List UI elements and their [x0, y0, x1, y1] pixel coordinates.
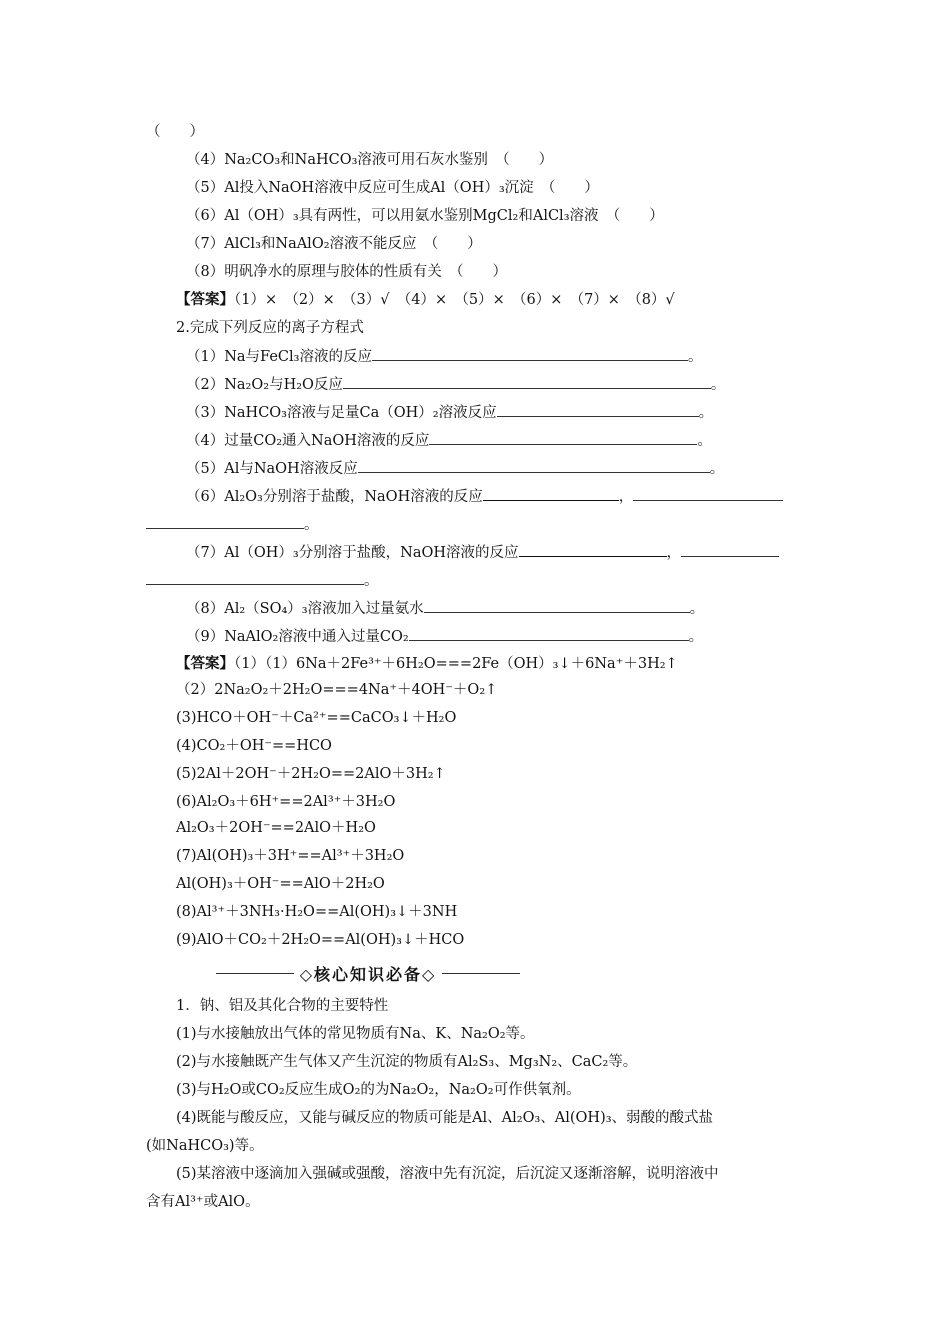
answer-label: 【答案】: [176, 292, 234, 308]
period: 。: [697, 433, 712, 449]
q2-item-8-text: （8）Al₂（SO₄）₃溶液加入过量氨水: [186, 601, 424, 617]
q2-answer-7: (7)Al(OH)₃＋3H⁺==Al³⁺＋3H₂O: [176, 848, 405, 864]
knowledge-point-5: (5)某溶液中逐滴加入强碱或强酸，溶液中先有沉淀，后沉淀又逐渐溶解，说明溶液中: [176, 1166, 719, 1182]
q2-item-2-text: （2）Na₂O₂与H₂O反应: [186, 377, 343, 393]
q2-answer-7b: Al(OH)₃＋OH⁻==AlO＋2H₂O: [176, 876, 385, 892]
knowledge-heading-1: 1．钠、铝及其化合物的主要特性: [176, 998, 389, 1014]
q2-answer-9: (9)AlO＋CO₂＋2H₂O==Al(OH)₃↓＋HCO: [176, 932, 465, 948]
heading-rule-right: [442, 973, 520, 974]
q1-continued-paren: （ ）: [146, 124, 204, 140]
answer-blank[interactable]: [633, 486, 783, 501]
q2-answer-3: (3)HCO＋OH⁻＋Ca²⁺==CaCO₃↓＋H₂O: [176, 710, 457, 726]
q2-item-3: [186, 402, 713, 423]
q2-item-5-text: （5）Al与NaOH溶液反应: [186, 461, 358, 477]
q2-item-3-text: （3）NaHCO₃溶液与足量Ca（OH）₂溶液反应: [186, 405, 497, 421]
q2-item-6-cont: [146, 514, 319, 535]
answer-blank[interactable]: [372, 346, 688, 361]
answer-blank[interactable]: [424, 598, 690, 613]
section-heading: [216, 962, 520, 984]
q1-item-7: （7）AlCl₃和NaAlO₂溶液不能反应 （ ）: [186, 236, 482, 252]
q2-item-2: [186, 374, 725, 395]
answer-label: 【答案】: [176, 656, 234, 672]
q2-item-1: [186, 346, 702, 367]
q1-item-6: （6）Al（OH）₃具有两性，可以用氨水鉴别MgCl₂和AlCl₃溶液 （ ）: [186, 208, 664, 224]
q2-answer-1: [176, 654, 678, 674]
section-title: ◇核心知识必备◇: [299, 964, 437, 984]
q2-answer-5: (5)2Al＋2OH⁻＋2H₂O==2AlO＋3H₂↑: [176, 766, 446, 782]
answer-blank[interactable]: [519, 542, 667, 557]
comma: ，: [618, 489, 634, 505]
q1-item-5: （5）Al投入NaOH溶液中反应可生成Al（OH）₃沉淀 （ ）: [186, 180, 599, 196]
period: 。: [364, 573, 379, 589]
knowledge-point-4-cont: (如NaHCO₃)等。: [146, 1138, 264, 1154]
q2-item-4-text: （4）过量CO₂通入NaOH溶液的反应: [186, 433, 430, 449]
q2-answer-6b: Al₂O₃＋2OH⁻==2AlO＋H₂O: [176, 820, 376, 836]
period: 。: [710, 377, 726, 393]
knowledge-point-5-cont: 含有Al³⁺或AlO。: [146, 1194, 260, 1210]
q2-item-7-cont: [146, 570, 379, 591]
period: 。: [687, 349, 703, 365]
answer-blank[interactable]: [681, 542, 779, 557]
knowledge-point-4: (4)既能与酸反应，又能与碱反应的物质可能是Al、Al₂O₃、Al(OH)₃、弱酸的酸式盐: [176, 1110, 714, 1126]
period: 。: [304, 517, 319, 533]
period: 。: [698, 405, 714, 421]
heading-rule-left: [216, 973, 294, 974]
q2-item-1-text: （1）Na与FeCl₃溶液的反应: [186, 349, 372, 365]
answer-blank[interactable]: [146, 514, 304, 529]
q2-title: 2.完成下列反应的离子方程式: [176, 320, 364, 336]
q2-item-4: [186, 430, 712, 451]
q2-item-9: [186, 626, 703, 647]
answer-blank[interactable]: [429, 430, 697, 445]
answer-text: （1）× （2）× （3）√ （4）× （5）× （6）× （7）× （8）√: [234, 292, 675, 308]
q2-item-7: [186, 542, 779, 563]
answer-blank[interactable]: [497, 402, 699, 417]
period: 。: [688, 629, 704, 645]
comma: ，: [666, 545, 682, 561]
q2-answer-4: (4)CO₂＋OH⁻==HCO: [176, 738, 332, 754]
q1-answer: [176, 290, 675, 310]
knowledge-point-1: (1)与水接触放出气体的常见物质有Na、K、Na₂O₂等。: [176, 1026, 535, 1042]
answer-blank[interactable]: [483, 486, 619, 501]
answer-equation: （1）（1）6Na＋2Fe³⁺＋6H₂O===2Fe（OH）₃↓＋6Na⁺＋3H₂↑: [234, 656, 678, 672]
period: 。: [689, 601, 705, 617]
q1-item-4: （4）Na₂CO₃和NaHCO₃溶液可用石灰水鉴别 （ ）: [186, 152, 554, 168]
period: 。: [709, 461, 725, 477]
q2-item-6: [186, 486, 783, 507]
answer-blank[interactable]: [409, 626, 689, 641]
q2-item-5: [186, 458, 724, 479]
q1-item-8: （8）明矾净水的原理与胶体的性质有关 （ ）: [186, 264, 507, 280]
knowledge-point-3: (3)与H₂O或CO₂反应生成O₂的为Na₂O₂，Na₂O₂可作供氧剂。: [176, 1082, 581, 1098]
q2-item-6-text: （6）Al₂O₃分别溶于盐酸，NaOH溶液的反应: [186, 489, 483, 505]
knowledge-point-2: (2)与水接触既产生气体又产生沉淀的物质有Al₂S₃、Mg₃N₂、CaC₂等。: [176, 1054, 638, 1070]
q2-item-8: [186, 598, 704, 619]
answer-blank[interactable]: [358, 458, 710, 473]
q2-answer-2: （2）2Na₂O₂＋2H₂O===4Na⁺＋4OH⁻＋O₂↑: [176, 682, 498, 698]
answer-blank[interactable]: [146, 570, 364, 585]
q2-item-7-text: （7）Al（OH）₃分别溶于盐酸，NaOH溶液的反应: [186, 545, 519, 561]
q2-item-9-text: （9）NaAlO₂溶液中通入过量CO₂: [186, 629, 409, 645]
q2-answer-8: (8)Al³⁺＋3NH₃·H₂O==Al(OH)₃↓＋3NH: [176, 904, 458, 920]
answer-blank[interactable]: [343, 374, 711, 389]
q2-answer-6: (6)Al₂O₃＋6H⁺==2Al³⁺＋3H₂O: [176, 794, 396, 810]
